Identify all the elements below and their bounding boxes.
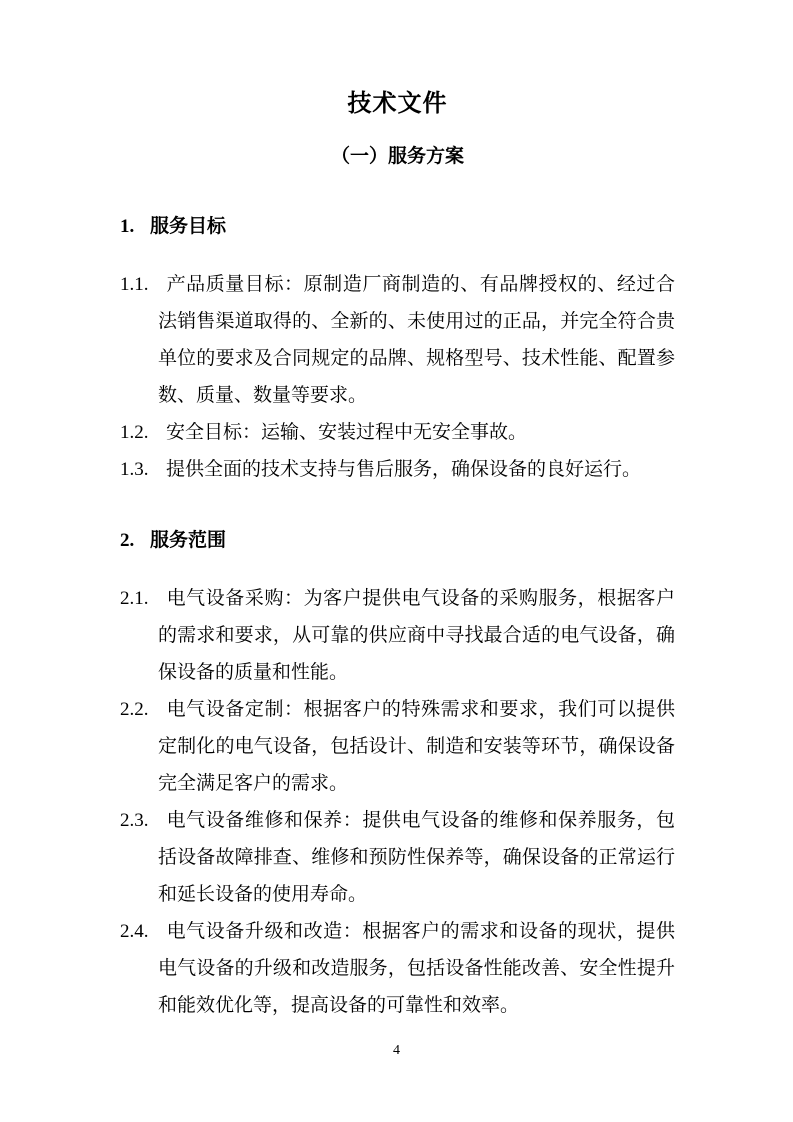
item-text: 电气设备升级和改造：根据客户的需求和设备的现状，提供电气设备的升级和改造服务，包括设备性能改善、安全性提升和能效优化等，提高设备的可靠性和效率。 [158, 921, 675, 1016]
section-number: 2. [120, 530, 135, 551]
doc-paragraph [120, 414, 675, 451]
doc-paragraph [120, 913, 675, 1024]
section-heading-text: 服务范围 [150, 530, 227, 551]
item-text: 电气设备维修和保养：提供电气设备的维修和保养服务，包括设备故障排查、维修和预防性保养等，确保设备的正常运行和延长设备的使用寿命。 [158, 810, 675, 905]
doc-paragraph [120, 266, 675, 414]
item-number: 2.1. [120, 588, 149, 609]
section-number: 1. [120, 216, 135, 237]
item-number: 1.3. [120, 459, 149, 480]
doc-paragraph [120, 451, 675, 488]
document-title: 技术文件 [347, 91, 448, 117]
item-text: 电气设备采购：为客户提供电气设备的采购服务，根据客户的需求和要求，从可靠的供应商中寻找最合适的电气设备，确保设备的质量和性能。 [158, 588, 675, 683]
item-number: 1.1. [120, 274, 149, 295]
section-service-objectives [120, 212, 675, 488]
section-heading [120, 526, 675, 556]
doc-paragraph [120, 691, 675, 802]
doc-paragraph [120, 580, 675, 691]
page-number: 4 [393, 1043, 400, 1058]
item-text: 安全目标：运输、安装过程中无安全事故。 [166, 422, 528, 443]
item-number: 2.3. [120, 810, 149, 831]
section-service-scope [120, 526, 675, 1024]
item-text: 电气设备定制：根据客户的特殊需求和要求，我们可以提供定制化的电气设备，包括设计、制造和安装等环节，确保设备完全满足客户的需求。 [158, 699, 675, 794]
section-heading [120, 212, 675, 242]
item-number: 1.2. [120, 422, 149, 443]
doc-paragraph [120, 802, 675, 913]
document-subtitle: （一）服务方案 [330, 146, 464, 167]
item-number: 2.4. [120, 921, 149, 942]
item-number: 2.2. [120, 699, 149, 720]
section-heading-text: 服务目标 [150, 216, 227, 237]
item-text: 提供全面的技术支持与售后服务，确保设备的良好运行。 [166, 459, 642, 480]
item-text: 产品质量目标：原制造厂商制造的、有品牌授权的、经过合法销售渠道取得的、全新的、未使用过的正品，并完全符合贵单位的要求及合同规定的品牌、规格型号、技术性能、配置参数、质量、数量等要求。 [158, 274, 675, 406]
